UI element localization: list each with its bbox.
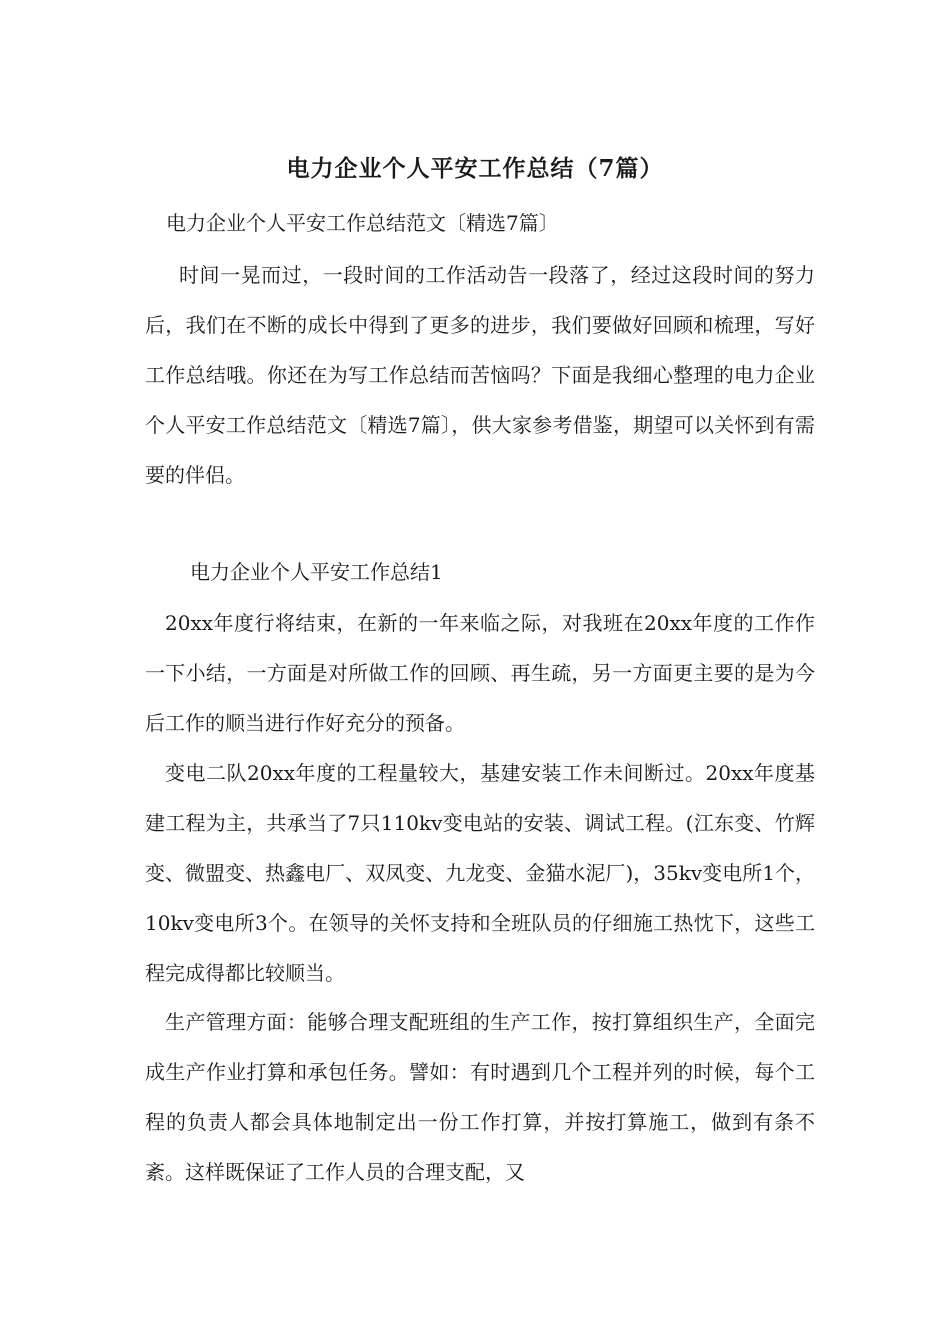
section-heading: 电力企业个人平安工作总结1 — [190, 560, 443, 584]
intro-paragraph: 时间一晃而过，一段时间的工作活动告一段落了，经过这段时间的努力后，我们在不断的成长中得到了更多的进步，我们要做好回顾和梳理，写好工作总结哦。你还在为写工作总结而苦恼吗？下面是我细心整理的电力企业个人平安工作总结范文〔精选7篇〕，供大家参考借鉴，期望可以关怀到有需要的伴侣。 — [145, 263, 815, 487]
document-subtitle: 电力企业个人平安工作总结范文〔精选7篇〕 — [166, 211, 559, 235]
document-title: 电力企业个人平安工作总结（7篇） — [286, 155, 664, 182]
body-paragraph: 生产管理方面：能够合理支配班组的生产工作，按打算组织生产，全面完成生产作业打算和承包任务。譬如：有时遇到几个工程并列的时候，每个工程的负责人都会具体地制定出一份工作打算，并按打算施工，做到有条不紊。这样既保证了工作人员的合理支配，又 — [145, 1010, 815, 1184]
body-paragraph: 20xx年度行将结束，在新的一年来临之际，对我班在20xx年度的工作作一下小结，一方面是对所做工作的回顾、再生疏，另一方面更主要的是为今后工作的顺当进行作好充分的预备。 — [145, 611, 815, 735]
body-paragraph: 变电二队20xx年度的工程量较大，基建安装工作未间断过。20xx年度基建工程为主，共承当了7只110kv变电站的安装、调试工程。(江东变、竹辉变、微盟变、热鑫电厂、双凤变、九龙变、金猫水泥厂)，35kv变电所1个，10kv变电所3个。在领导的关怀支持和全班队员的仔细施工热忱下，这些工程完成得都比较顺当。 — [145, 761, 815, 985]
